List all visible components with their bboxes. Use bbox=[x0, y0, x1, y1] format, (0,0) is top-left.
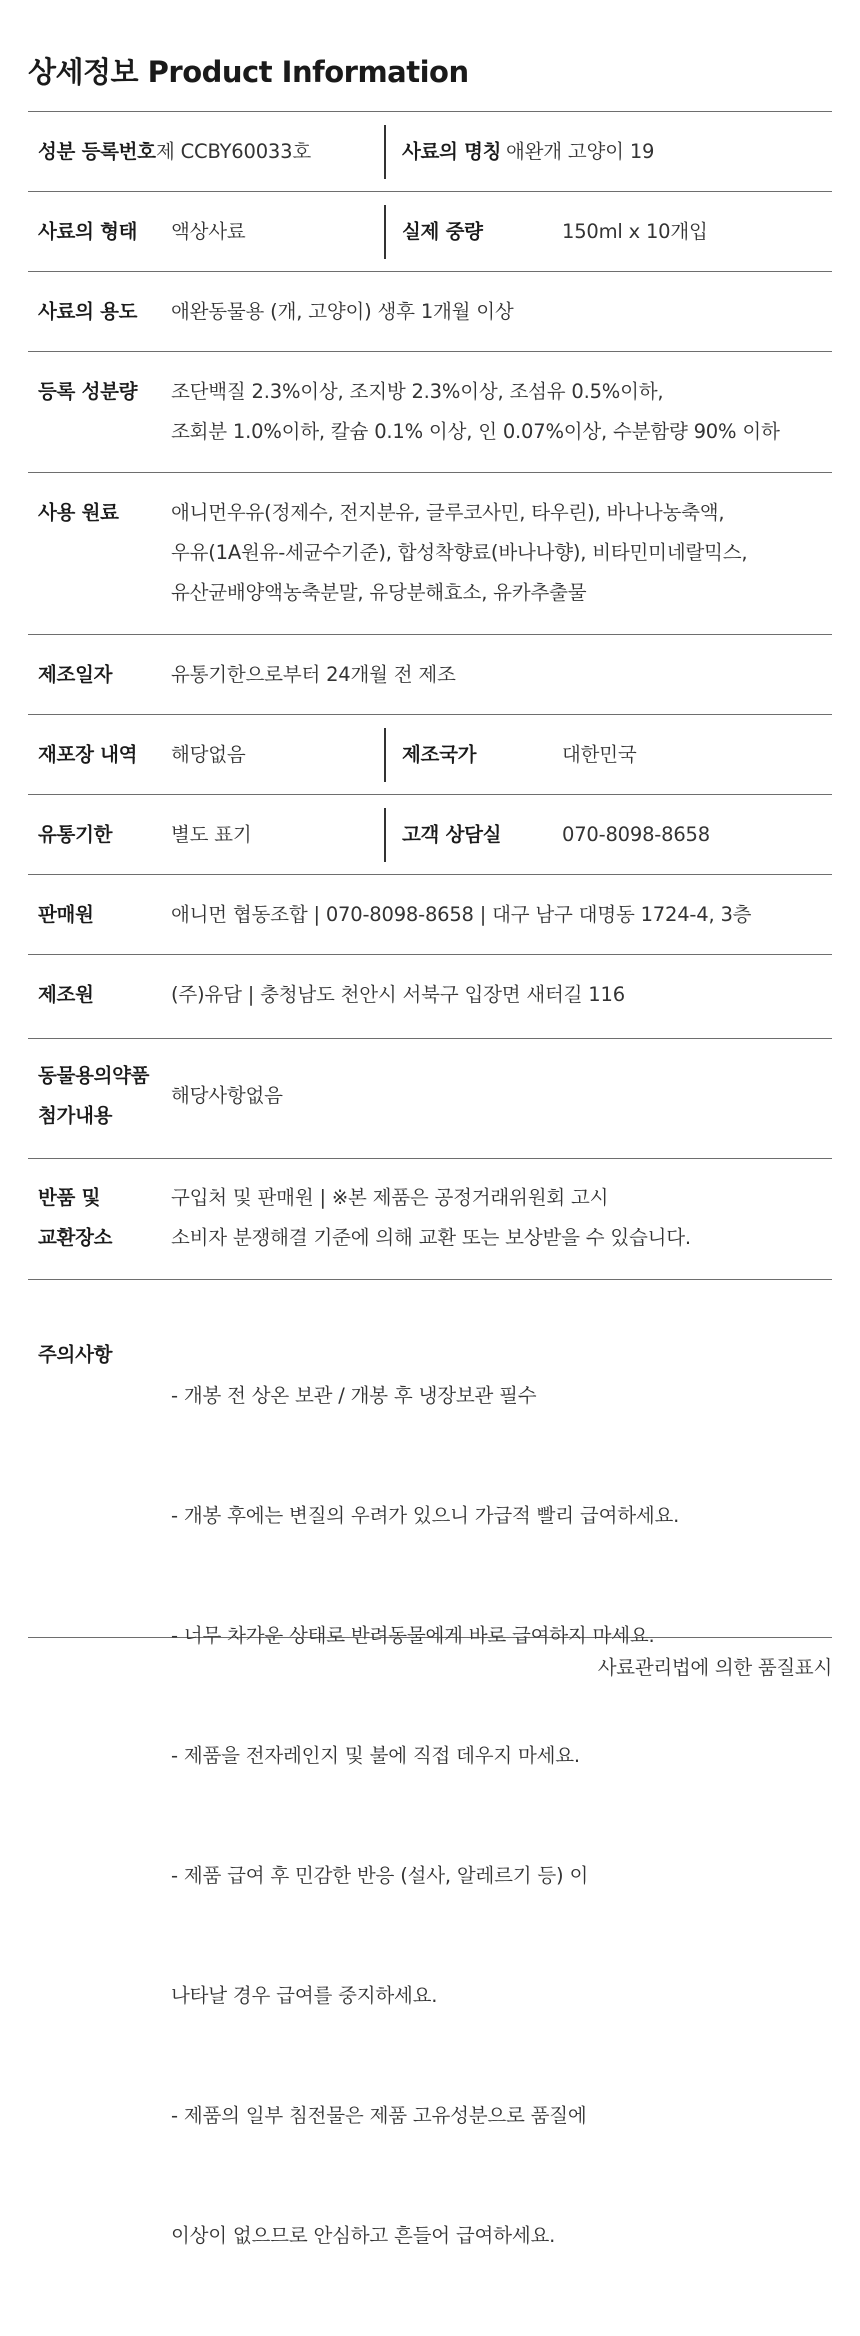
row-label: 제조원 bbox=[38, 983, 94, 1006]
row-value: 070-8098-8658 bbox=[562, 823, 710, 846]
label-line: 동물용의약품 bbox=[38, 1064, 150, 1087]
table-row bbox=[28, 111, 832, 191]
row-value: 대한민국 bbox=[562, 743, 637, 766]
row-label bbox=[38, 1056, 149, 1136]
value-line: - 제품을 전자레인지 및 불에 직접 데우지 마세요. bbox=[171, 1744, 580, 1767]
table-row bbox=[28, 1038, 832, 1158]
value-line: 유산균배양액농축분말, 유당분해효소, 유카추출물 bbox=[171, 581, 587, 604]
table-row bbox=[28, 191, 832, 271]
label-line: 첨가내용 bbox=[38, 1104, 113, 1127]
column-divider bbox=[384, 728, 386, 782]
column-divider bbox=[384, 808, 386, 862]
label-line: 반품 및 bbox=[38, 1186, 101, 1209]
row-value: 별도 표기 bbox=[171, 823, 252, 846]
value-line: 조단백질 2.3%이상, 조지방 2.3%이상, 조섬유 0.5%이하, bbox=[171, 380, 664, 403]
column-divider bbox=[384, 125, 386, 179]
row-value: 유통기한으로부터 24개월 전 제조 bbox=[171, 663, 456, 686]
value-line: 나타날 경우 급여를 중지하세요. bbox=[171, 1984, 438, 2007]
table-row bbox=[28, 714, 832, 794]
row-label: 실제 중량 bbox=[402, 220, 483, 243]
value-line: 애니먼우유(정제수, 전지분유, 글루코사민, 타우린), 바나나농축액, bbox=[171, 501, 725, 524]
row-label: 등록 성분량 bbox=[38, 380, 138, 403]
row-value: 애완동물용 (개, 고양이) 생후 1개월 이상 bbox=[171, 300, 514, 323]
row-label: 주의사항 bbox=[38, 1343, 113, 1366]
value-line: 우유(1A원유-세균수기준), 합성착향료(바나나향), 비타민미네랄믹스, bbox=[171, 541, 748, 564]
table-row bbox=[28, 794, 832, 874]
row-label: 제조일자 bbox=[38, 663, 113, 686]
row-label: 성분 등록번호 bbox=[38, 140, 156, 163]
table-row bbox=[28, 1158, 832, 1279]
row-label bbox=[38, 1178, 112, 1258]
row-label: 판매원 bbox=[38, 903, 94, 926]
row-value: 해당없음 bbox=[171, 743, 246, 766]
row-value: 애완개 고양이 19 bbox=[506, 140, 655, 163]
row-label: 사용 원료 bbox=[38, 501, 119, 524]
row-label: 고객 상담실 bbox=[402, 823, 502, 846]
table-row bbox=[28, 271, 832, 351]
row-value: 액상사료 bbox=[171, 220, 246, 243]
value-line: 조회분 1.0%이하, 칼슘 0.1% 이상, 인 0.07%이상, 수분함량 90% 이하 bbox=[171, 420, 780, 443]
label-line: 교환장소 bbox=[38, 1226, 113, 1249]
row-value: 150ml x 10개입 bbox=[562, 220, 708, 243]
row-value: 해당사항없음 bbox=[171, 1084, 283, 1107]
row-value bbox=[171, 1178, 691, 1258]
table-row bbox=[28, 351, 832, 472]
row-value bbox=[171, 493, 747, 613]
row-label: 사료의 명칭 bbox=[402, 140, 502, 163]
footer-note: 사료관리법에 의한 품질표시 bbox=[597, 1656, 832, 1679]
value-line: 구입처 및 판매원 | ※본 제품은 공정거래위원회 고시 bbox=[171, 1186, 609, 1209]
row-value: (주)유담 | 충청남도 천안시 서북구 입장면 새터길 116 bbox=[171, 983, 625, 1006]
row-label: 제조국가 bbox=[402, 743, 477, 766]
value-line: - 제품 급여 후 민감한 반응 (설사, 알레르기 등) 이 bbox=[171, 1864, 589, 1887]
table-row bbox=[28, 634, 832, 714]
row-label: 재포장 내역 bbox=[38, 743, 138, 766]
row-label: 유통기한 bbox=[38, 823, 113, 846]
row-value: 제 CCBY60033호 bbox=[156, 140, 311, 163]
value-line: 소비자 분쟁해결 기준에 의해 교환 또는 보상받을 수 있습니다. bbox=[171, 1226, 691, 1249]
value-line: - 개봉 전 상온 보관 / 개봉 후 냉장보관 필수 bbox=[171, 1384, 537, 1407]
value-line: - 너무 차가운 상태로 반려동물에게 바로 급여하지 마세요. bbox=[171, 1624, 655, 1647]
row-value bbox=[171, 372, 780, 452]
row-value bbox=[171, 1296, 679, 2336]
value-line: - 개봉 후에는 변질의 우려가 있으니 가급적 빨리 급여하세요. bbox=[171, 1504, 680, 1527]
table-row bbox=[28, 954, 832, 1038]
row-label: 사료의 형태 bbox=[38, 220, 138, 243]
row-label: 사료의 용도 bbox=[38, 300, 138, 323]
table-row bbox=[28, 472, 832, 634]
table-row bbox=[28, 874, 832, 954]
page-title: 상세정보 Product Information bbox=[28, 55, 469, 89]
value-line: 이상이 없으므로 안심하고 흔들어 급여하세요. bbox=[171, 2224, 556, 2247]
value-line: - 제품의 일부 침전물은 제품 고유성분으로 품질에 bbox=[171, 2104, 587, 2127]
column-divider bbox=[384, 205, 386, 259]
row-value: 애니먼 협동조합 | 070-8098-8658 | 대구 남구 대명동 1724-4, 3층 bbox=[171, 903, 752, 926]
